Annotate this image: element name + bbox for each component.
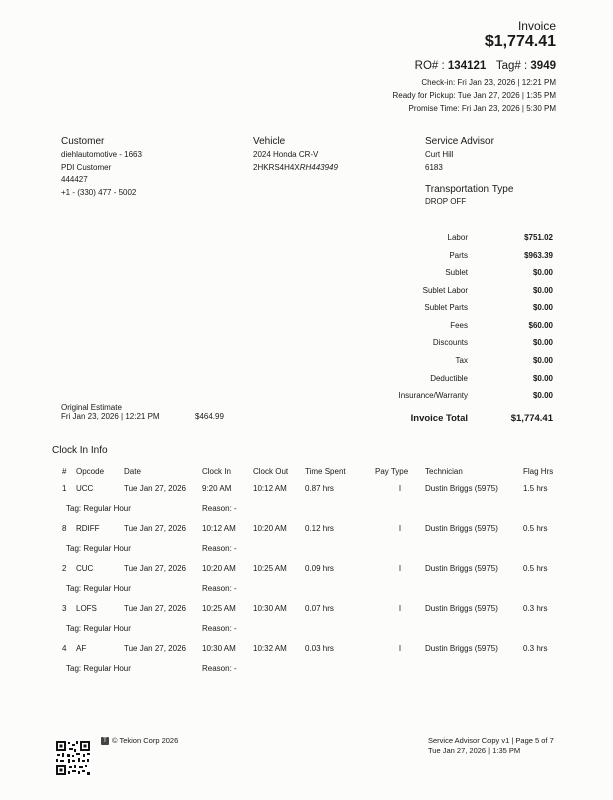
cell-opcode: RDIFF [76,523,100,533]
estimate-amount: $464.99 [195,412,224,421]
cell-clock-out: 10:30 AM [253,603,287,613]
tag-number: 3949 [530,60,556,72]
summary-value: $963.39 [524,251,553,260]
cell-tag: Tag: Regular Hour [66,543,131,553]
estimate-date: Fri Jan 23, 2026 | 12:21 PM [61,412,160,421]
advisor-heading: Service Advisor [425,136,494,147]
col-header-flag-hrs: Flag Hrs [523,466,554,476]
cell-tag: Tag: Regular Hour [66,623,131,633]
cell-reason: Reason: - [202,623,237,633]
cell-clock-in: 10:20 AM [202,563,236,573]
cell-technician: Dustin Briggs (5975) [425,603,498,613]
cell-clock-in: 9:20 AM [202,483,232,493]
table-row [62,638,563,658]
col-header-technician: Technician [425,466,463,476]
col-header-clock-in: Clock In [202,466,231,476]
footer-printed-time: Tue Jan 27, 2026 | 1:35 PM [428,746,521,755]
cell-time-spent: 0.07 hrs [305,603,334,613]
cell-flag-hrs: 0.5 hrs [523,563,548,573]
vin-prefix: 2HKRS4H4X [253,162,300,172]
cell-reason: Reason: - [202,503,237,513]
tekion-logo-icon: T [101,737,109,745]
transport-heading: Transportation Type [425,184,514,195]
summary-row-tax [380,356,553,368]
ro-label: RO# : [414,60,448,72]
col-header-pay-type: Pay Type [375,466,409,476]
summary-row-parts [380,251,553,263]
footer-copy-info: Service Advisor Copy v1 | Page 5 of 7 [428,736,554,745]
checkin-time: Check-in: Fri Jan 23, 2026 | 12:21 PM [421,78,556,87]
summary-row-insurance [380,391,553,403]
clock-in-heading: Clock In Info [52,445,108,456]
summary-label: Fees [450,321,468,330]
cell-clock-out: 10:20 AM [253,523,287,533]
table-row [62,478,563,498]
customer-heading: Customer [61,136,105,147]
cell-flag-hrs: 0.3 hrs [523,643,548,653]
col-header-opcode: Opcode [76,466,105,476]
qr-code-icon [55,740,91,776]
cell-tag: Tag: Regular Hour [66,583,131,593]
summary-row-discounts [380,338,553,350]
cell-flag-hrs: 0.3 hrs [523,603,548,613]
vehicle-vin [253,162,338,175]
summary-label: Discounts [432,338,468,347]
summary-row-labor [380,233,553,245]
cell-tag: Tag: Regular Hour [66,663,131,673]
footer-copyright: © Tekion Corp 2026 [112,736,179,745]
summary-value: $0.00 [532,286,553,295]
cell-time-spent: 0.09 hrs [305,563,334,573]
cell-date: Tue Jan 27, 2026 [124,483,186,493]
cell-technician: Dustin Briggs (5975) [425,523,498,533]
cell-pay-type: I [398,563,402,573]
footer-brand [101,736,178,745]
summary-label: Parts [449,251,468,260]
vehicle-model: 2024 Honda CR-V [253,150,319,159]
cell-pay-type: I [398,483,402,493]
invoice-total-row [380,413,553,427]
cell-flag-hrs: 0.5 hrs [523,523,548,533]
clock-in-table [62,464,563,678]
cell-num: 8 [62,523,67,533]
clock-header-row [62,464,563,478]
promise-time: Promise Time: Fri Jan 23, 2026 | 5:30 PM [408,104,556,113]
summary-value: $0.00 [532,303,553,312]
table-row [62,598,563,618]
advisor-id: 6183 [425,162,443,172]
vehicle-block [253,149,338,174]
cell-pay-type: I [398,603,402,613]
cell-time-spent: 0.12 hrs [305,523,334,533]
cell-tag: Tag: Regular Hour [66,503,131,513]
advisor-name: Curt Hill [425,150,454,159]
table-row-tag [62,538,563,558]
summary-label: Insurance/Warranty [398,391,468,400]
cell-time-spent: 0.87 hrs [305,483,334,493]
summary-label: Sublet [445,268,468,277]
ro-tag-line [415,60,556,72]
cell-time-spent: 0.03 hrs [305,643,334,653]
cell-technician: Dustin Briggs (5975) [425,643,498,653]
cell-opcode: UCC [76,483,94,493]
vehicle-heading: Vehicle [253,136,286,147]
table-row [62,518,563,538]
invoice-amount: $1,774.41 [484,33,556,50]
customer-type: PDI Customer [61,162,112,172]
cell-date: Tue Jan 27, 2026 [124,523,186,533]
cell-date: Tue Jan 27, 2026 [124,603,186,613]
cell-opcode: CUC [76,563,94,573]
cell-pay-type: I [398,523,402,533]
ready-time: Ready for Pickup: Tue Jan 27, 2026 | 1:35 PM [392,91,556,100]
ro-number: 134121 [447,60,487,72]
cell-pay-type: I [398,643,402,653]
summary-label: Tax [455,356,468,365]
col-header-time-spent: Time Spent [305,466,346,476]
col-header-num: # [62,466,67,476]
summary-row-sublet-parts [380,303,553,315]
cell-clock-out: 10:12 AM [253,483,287,493]
summary-value: $0.00 [532,374,553,383]
summary-value: $0.00 [532,268,553,277]
cell-technician: Dustin Briggs (5975) [425,563,498,573]
cell-date: Tue Jan 27, 2026 [124,643,186,653]
cell-clock-in: 10:12 AM [202,523,236,533]
summary-row-sublet [380,268,553,280]
summary-value: $60.00 [528,321,553,330]
customer-phone: +1 - (330) 477 - 5002 [61,187,137,197]
estimate-heading: Original Estimate [61,403,122,412]
customer-name: diehlautomotive - 1663 [61,150,142,159]
table-row [62,558,563,578]
cell-reason: Reason: - [202,583,237,593]
cell-clock-out: 10:25 AM [253,563,287,573]
cell-num: 3 [62,603,67,613]
summary-value: $751.02 [524,233,553,242]
summary-row-fees [380,321,553,333]
table-row-tag [62,578,563,598]
cell-reason: Reason: - [202,663,237,673]
cell-num: 4 [62,643,67,653]
cell-reason: Reason: - [202,543,237,553]
cell-flag-hrs: 1.5 hrs [523,483,548,493]
summary-value: $0.00 [532,356,553,365]
summary-row-deductible [380,374,553,386]
summary-row-sublet-labor [380,286,553,298]
cell-opcode: AF [76,643,87,653]
summary-label: Sublet Labor [422,286,468,295]
invoice-title: Invoice [517,19,556,33]
cell-num: 2 [62,563,67,573]
cell-clock-in: 10:25 AM [202,603,236,613]
advisor-block [425,149,453,174]
table-row-tag [62,618,563,638]
cell-opcode: LOFS [76,603,97,613]
transport-value: DROP OFF [425,197,467,206]
summary-value: $0.00 [532,338,553,347]
cell-num: 1 [62,483,67,493]
cell-clock-out: 10:32 AM [253,643,287,653]
col-header-clock-out: Clock Out [253,466,289,476]
summary-label: Labor [447,233,468,242]
summary-label: Sublet Parts [424,303,468,312]
summary-label: Deductible [430,374,468,383]
cell-date: Tue Jan 27, 2026 [124,563,186,573]
col-header-date: Date [124,466,141,476]
customer-id: 444427 [61,175,88,184]
tag-label: Tag# : [495,60,531,72]
table-row-tag [62,498,563,518]
customer-block [61,149,142,199]
cell-technician: Dustin Briggs (5975) [425,483,498,493]
vin-suffix: RH443949 [299,162,338,172]
total-value: $1,774.41 [510,413,553,424]
cell-clock-in: 10:30 AM [202,643,236,653]
table-row-tag [62,658,563,678]
total-label: Invoice Total [410,413,468,424]
summary-value: $0.00 [532,391,553,400]
